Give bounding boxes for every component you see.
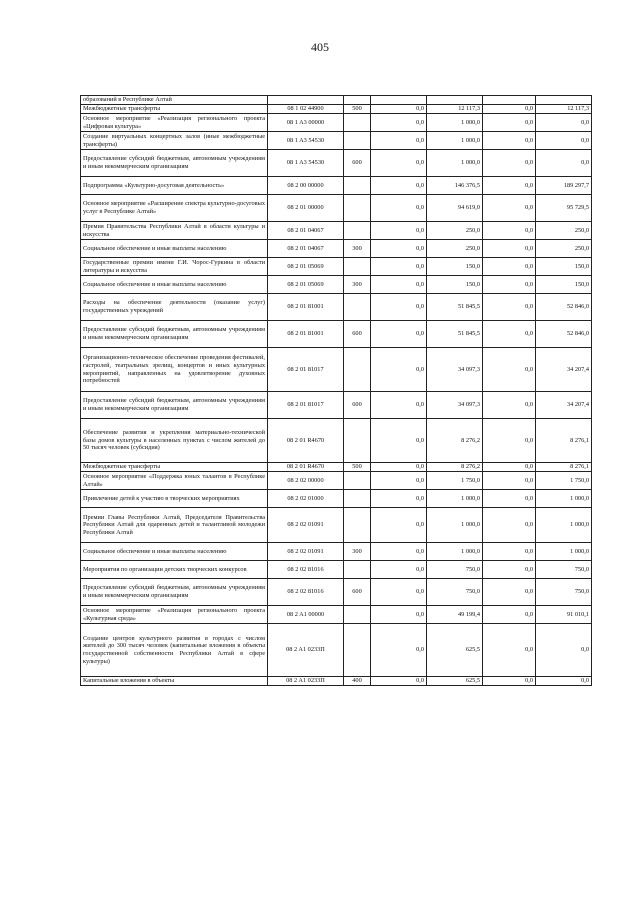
cell-v1: 0,0 bbox=[371, 195, 427, 222]
cell-code: 08 2 A1 0233П bbox=[268, 624, 344, 677]
table-row bbox=[81, 392, 592, 419]
cell-name: Основное мероприятие «Реализация регионального проекта «Культурная среда» bbox=[81, 606, 268, 624]
cell-name: Обеспечение развития и укрепления материально-технической базы домов культуры в населенных пунктах с числом жителей до 50 тысяч человек (субсидия) bbox=[81, 419, 268, 463]
cell-type: 500 bbox=[344, 105, 371, 114]
cell-code: 08 2 01 R4670 bbox=[268, 463, 344, 472]
cell-name: Межбюджетные трансферты bbox=[81, 463, 268, 472]
table-row bbox=[81, 114, 592, 132]
cell-v4: 750,0 bbox=[536, 561, 592, 579]
cell-v3: 0,0 bbox=[483, 419, 536, 463]
cell-v1: 0,0 bbox=[371, 132, 427, 150]
cell-v3: 0,0 bbox=[483, 114, 536, 132]
cell-type: 600 bbox=[344, 150, 371, 177]
cell-code: 08 2 01 04067 bbox=[268, 222, 344, 240]
table-row bbox=[81, 508, 592, 543]
page-number: 405 bbox=[311, 40, 329, 54]
cell-v1 bbox=[371, 96, 427, 105]
table-row bbox=[81, 105, 592, 114]
cell-v1: 0,0 bbox=[371, 258, 427, 276]
cell-v4: 12 117,3 bbox=[536, 105, 592, 114]
cell-name: Основное мероприятие «Расширение спектра культурно-досуговых услуг в Республике Алтай» bbox=[81, 195, 268, 222]
cell-v1: 0,0 bbox=[371, 276, 427, 294]
cell-code: 08 2 01 R4670 bbox=[268, 419, 344, 463]
budget-table bbox=[80, 95, 592, 686]
table-row bbox=[81, 624, 592, 677]
table-row bbox=[81, 240, 592, 258]
cell-v3: 0,0 bbox=[483, 348, 536, 392]
cell-v1: 0,0 bbox=[371, 508, 427, 543]
cell-v1: 0,0 bbox=[371, 321, 427, 348]
cell-v4: 250,0 bbox=[536, 222, 592, 240]
cell-v4: 52 846,0 bbox=[536, 321, 592, 348]
cell-type bbox=[344, 490, 371, 508]
table-row bbox=[81, 543, 592, 561]
table-row bbox=[81, 490, 592, 508]
cell-v2: 750,0 bbox=[427, 579, 483, 606]
cell-v1: 0,0 bbox=[371, 222, 427, 240]
cell-code: 08 2 00 00000 bbox=[268, 177, 344, 195]
cell-v2: 8 276,2 bbox=[427, 463, 483, 472]
table-row bbox=[81, 132, 592, 150]
cell-v1: 0,0 bbox=[371, 419, 427, 463]
cell-type bbox=[344, 508, 371, 543]
cell-v4: 8 276,1 bbox=[536, 419, 592, 463]
table-row bbox=[81, 579, 592, 606]
cell-v1: 0,0 bbox=[371, 472, 427, 490]
cell-v2: 146 376,5 bbox=[427, 177, 483, 195]
cell-v2: 750,0 bbox=[427, 561, 483, 579]
cell-code: 08 2 01 05069 bbox=[268, 276, 344, 294]
cell-code: 08 1 A3 54530 bbox=[268, 132, 344, 150]
table-row bbox=[81, 463, 592, 472]
cell-v4: 0,0 bbox=[536, 677, 592, 686]
cell-name: Основное мероприятие «Поддержка юных талантов в Республике Алтай» bbox=[81, 472, 268, 490]
cell-code: 08 2 02 01000 bbox=[268, 490, 344, 508]
cell-v1: 0,0 bbox=[371, 150, 427, 177]
cell-type: 600 bbox=[344, 392, 371, 419]
cell-v2: 94 619,0 bbox=[427, 195, 483, 222]
cell-type: 300 bbox=[344, 543, 371, 561]
cell-type bbox=[344, 472, 371, 490]
cell-type: 600 bbox=[344, 579, 371, 606]
table-row bbox=[81, 419, 592, 463]
table-row bbox=[81, 96, 592, 105]
cell-v2: 150,0 bbox=[427, 276, 483, 294]
table-row bbox=[81, 677, 592, 686]
cell-code: 08 2 A1 00000 bbox=[268, 606, 344, 624]
cell-v2 bbox=[427, 96, 483, 105]
cell-name: образований в Республике Алтай bbox=[81, 96, 268, 105]
cell-v4: 150,0 bbox=[536, 276, 592, 294]
cell-code: 08 1 A3 54530 bbox=[268, 150, 344, 177]
cell-code: 08 2 02 81016 bbox=[268, 579, 344, 606]
cell-code: 08 1 02 44900 bbox=[268, 105, 344, 114]
cell-type bbox=[344, 606, 371, 624]
cell-name: Социальное обеспечение и иные выплаты населению bbox=[81, 276, 268, 294]
cell-v3: 0,0 bbox=[483, 508, 536, 543]
cell-name: Предоставление субсидий бюджетным, автономным учреждениям и иным некоммерческим организациям bbox=[81, 579, 268, 606]
cell-type bbox=[344, 195, 371, 222]
cell-type bbox=[344, 96, 371, 105]
cell-v2: 1 000,0 bbox=[427, 114, 483, 132]
cell-v1: 0,0 bbox=[371, 463, 427, 472]
cell-name: Социальное обеспечение и иные выплаты населению bbox=[81, 543, 268, 561]
cell-type bbox=[344, 561, 371, 579]
cell-v4: 1 000,0 bbox=[536, 508, 592, 543]
cell-v2: 34 097,3 bbox=[427, 348, 483, 392]
cell-type: 300 bbox=[344, 240, 371, 258]
table-row bbox=[81, 294, 592, 321]
cell-v2: 150,0 bbox=[427, 258, 483, 276]
cell-v4: 1 750,0 bbox=[536, 472, 592, 490]
cell-v3: 0,0 bbox=[483, 258, 536, 276]
cell-name: Основное мероприятие «Реализация регионального проекта «Цифровая культура» bbox=[81, 114, 268, 132]
cell-type bbox=[344, 222, 371, 240]
cell-v4: 34 207,4 bbox=[536, 348, 592, 392]
cell-type bbox=[344, 114, 371, 132]
cell-type bbox=[344, 624, 371, 677]
cell-name: Расходы на обеспечение деятельности (оказание услуг) государственных учреждений bbox=[81, 294, 268, 321]
cell-v1: 0,0 bbox=[371, 240, 427, 258]
cell-v1: 0,0 bbox=[371, 177, 427, 195]
cell-name: Премии Главы Республики Алтай, Председателя Правительства Республики Алтай для одаренных детей и талантливой молодежи Республики Алтай bbox=[81, 508, 268, 543]
cell-v4: 0,0 bbox=[536, 624, 592, 677]
table-row bbox=[81, 177, 592, 195]
cell-code: 08 2 02 00000 bbox=[268, 472, 344, 490]
cell-v3: 0,0 bbox=[483, 543, 536, 561]
table-row bbox=[81, 276, 592, 294]
table-row bbox=[81, 150, 592, 177]
cell-type bbox=[344, 132, 371, 150]
cell-v3 bbox=[483, 96, 536, 105]
cell-v1: 0,0 bbox=[371, 579, 427, 606]
cell-name: Создание центров культурного развития в городах с числом жителей до 300 тысяч человек (капитальные вложения в объекты государственной собственности Республики Алтай в сфере культуры) bbox=[81, 624, 268, 677]
cell-v2: 1 750,0 bbox=[427, 472, 483, 490]
cell-v3: 0,0 bbox=[483, 677, 536, 686]
cell-v4: 0,0 bbox=[536, 114, 592, 132]
cell-v3: 0,0 bbox=[483, 579, 536, 606]
cell-v4: 250,0 bbox=[536, 240, 592, 258]
cell-v1: 0,0 bbox=[371, 105, 427, 114]
cell-code: 08 2 02 01091 bbox=[268, 508, 344, 543]
cell-v4: 8 276,1 bbox=[536, 463, 592, 472]
cell-name: Организационно-техническое обеспечение проведения фестивалей, гастролей, театральных зрелищ, концертов и иных культурных мероприятий, направленных на удовлетворение духовных потребностей bbox=[81, 348, 268, 392]
table-row bbox=[81, 472, 592, 490]
cell-type: 600 bbox=[344, 321, 371, 348]
cell-name: Подпрограмма «Культурно-досуговая деятельность» bbox=[81, 177, 268, 195]
cell-v2: 1 000,0 bbox=[427, 508, 483, 543]
cell-v3: 0,0 bbox=[483, 222, 536, 240]
cell-v1: 0,0 bbox=[371, 543, 427, 561]
cell-name: Капитальные вложения в объекты bbox=[81, 677, 268, 686]
cell-type: 300 bbox=[344, 276, 371, 294]
cell-v1: 0,0 bbox=[371, 490, 427, 508]
cell-v4: 0,0 bbox=[536, 150, 592, 177]
cell-v3: 0,0 bbox=[483, 294, 536, 321]
cell-v3: 0,0 bbox=[483, 490, 536, 508]
cell-v2: 51 845,5 bbox=[427, 294, 483, 321]
cell-v2: 250,0 bbox=[427, 240, 483, 258]
cell-type bbox=[344, 348, 371, 392]
table-row bbox=[81, 348, 592, 392]
cell-name: Предоставление субсидий бюджетным, автономным учреждениям и иным некоммерческим организациям bbox=[81, 150, 268, 177]
cell-type bbox=[344, 419, 371, 463]
cell-v3: 0,0 bbox=[483, 150, 536, 177]
cell-v2: 1 000,0 bbox=[427, 150, 483, 177]
cell-name: Государственные премии имени Г.И. Чорос-Гуркина в области литературы и искусства bbox=[81, 258, 268, 276]
cell-type bbox=[344, 258, 371, 276]
cell-v2: 625,5 bbox=[427, 624, 483, 677]
cell-v2: 8 276,2 bbox=[427, 419, 483, 463]
cell-v2: 34 097,3 bbox=[427, 392, 483, 419]
cell-code: 08 2 02 01091 bbox=[268, 543, 344, 561]
cell-v3: 0,0 bbox=[483, 606, 536, 624]
cell-v1: 0,0 bbox=[371, 606, 427, 624]
cell-v4: 0,0 bbox=[536, 132, 592, 150]
cell-v1: 0,0 bbox=[371, 624, 427, 677]
cell-v1: 0,0 bbox=[371, 561, 427, 579]
cell-v4: 34 207,4 bbox=[536, 392, 592, 419]
cell-code: 08 2 01 81001 bbox=[268, 321, 344, 348]
cell-v3: 0,0 bbox=[483, 392, 536, 419]
cell-v2: 1 000,0 bbox=[427, 543, 483, 561]
cell-v3: 0,0 bbox=[483, 321, 536, 348]
cell-v3: 0,0 bbox=[483, 561, 536, 579]
cell-name: Социальное обеспечение и иные выплаты населению bbox=[81, 240, 268, 258]
cell-type bbox=[344, 177, 371, 195]
cell-name: Мероприятия по организации детских творческих конкурсов bbox=[81, 561, 268, 579]
cell-name: Межбюджетные трансферты bbox=[81, 105, 268, 114]
cell-v1: 0,0 bbox=[371, 294, 427, 321]
cell-code bbox=[268, 96, 344, 105]
cell-name: Предоставление субсидий бюджетным, автономным учреждениям и иным некоммерческим организациям bbox=[81, 392, 268, 419]
cell-v1: 0,0 bbox=[371, 114, 427, 132]
table-row bbox=[81, 606, 592, 624]
cell-v3: 0,0 bbox=[483, 105, 536, 114]
cell-code: 08 2 01 05069 bbox=[268, 258, 344, 276]
cell-code: 08 1 A3 00000 bbox=[268, 114, 344, 132]
cell-code: 08 2 01 00000 bbox=[268, 195, 344, 222]
cell-v3: 0,0 bbox=[483, 472, 536, 490]
cell-code: 08 2 01 81001 bbox=[268, 294, 344, 321]
cell-v2: 625,5 bbox=[427, 677, 483, 686]
cell-v1: 0,0 bbox=[371, 348, 427, 392]
cell-name: Предоставление субсидий бюджетным, автономным учреждениям и иным некоммерческим организациям bbox=[81, 321, 268, 348]
cell-v3: 0,0 bbox=[483, 276, 536, 294]
cell-v3: 0,0 bbox=[483, 624, 536, 677]
cell-type: 500 bbox=[344, 463, 371, 472]
cell-v3: 0,0 bbox=[483, 240, 536, 258]
cell-v2: 12 117,3 bbox=[427, 105, 483, 114]
cell-v4: 95 729,5 bbox=[536, 195, 592, 222]
cell-code: 08 2 02 81016 bbox=[268, 561, 344, 579]
cell-v2: 250,0 bbox=[427, 222, 483, 240]
cell-code: 08 2 01 81017 bbox=[268, 348, 344, 392]
cell-v3: 0,0 bbox=[483, 177, 536, 195]
cell-v4: 189 297,7 bbox=[536, 177, 592, 195]
cell-v3: 0,0 bbox=[483, 132, 536, 150]
cell-v4: 91 010,1 bbox=[536, 606, 592, 624]
table-row bbox=[81, 195, 592, 222]
table-row bbox=[81, 258, 592, 276]
cell-v2: 1 000,0 bbox=[427, 132, 483, 150]
cell-v1: 0,0 bbox=[371, 677, 427, 686]
cell-name: Создание виртуальных концертных залов (иные межбюджетные трансферты) bbox=[81, 132, 268, 150]
cell-name: Премия Правительства Республики Алтай в области культуры и искусства bbox=[81, 222, 268, 240]
cell-v4: 52 846,0 bbox=[536, 294, 592, 321]
cell-v1: 0,0 bbox=[371, 392, 427, 419]
cell-v2: 1 000,0 bbox=[427, 490, 483, 508]
cell-v4: 750,0 bbox=[536, 579, 592, 606]
table-row bbox=[81, 222, 592, 240]
cell-type bbox=[344, 294, 371, 321]
cell-v4: 1 000,0 bbox=[536, 490, 592, 508]
cell-v3: 0,0 bbox=[483, 463, 536, 472]
cell-code: 08 2 01 81017 bbox=[268, 392, 344, 419]
cell-v3: 0,0 bbox=[483, 195, 536, 222]
cell-code: 08 2 01 04067 bbox=[268, 240, 344, 258]
cell-v4 bbox=[536, 96, 592, 105]
cell-v4: 150,0 bbox=[536, 258, 592, 276]
budget-table-body bbox=[81, 96, 592, 686]
cell-type: 400 bbox=[344, 677, 371, 686]
cell-code: 08 2 A1 0233П bbox=[268, 677, 344, 686]
cell-v4: 1 000,0 bbox=[536, 543, 592, 561]
table-row bbox=[81, 561, 592, 579]
cell-name: Привлечение детей к участию в творческих мероприятиях bbox=[81, 490, 268, 508]
cell-v2: 49 199,4 bbox=[427, 606, 483, 624]
cell-v2: 51 845,5 bbox=[427, 321, 483, 348]
table-row bbox=[81, 321, 592, 348]
